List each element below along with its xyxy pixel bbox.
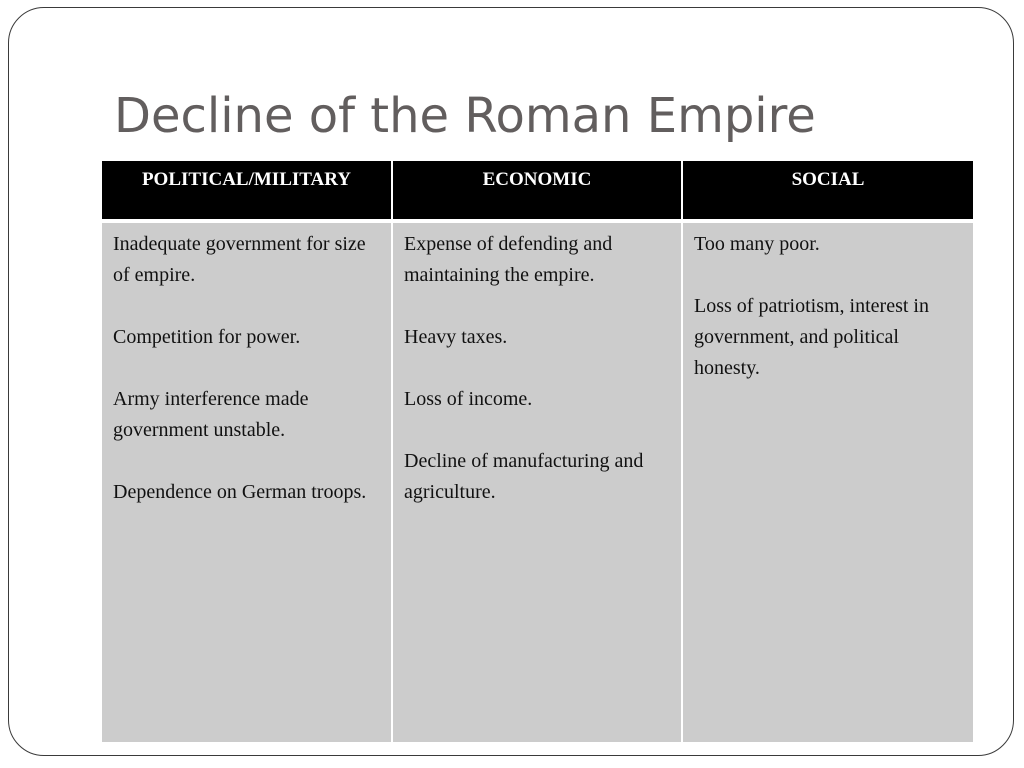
causes-table — [102, 161, 973, 742]
table-row — [102, 223, 973, 742]
list-item: Competition for power. — [113, 326, 301, 348]
column-header-economic: ECONOMIC — [393, 161, 683, 223]
column-header-social: SOCIAL — [683, 161, 973, 223]
list-item: Heavy taxes. — [404, 326, 508, 348]
list-item: Decline of manufacturing and agriculture. — [404, 450, 644, 503]
list-item: Inadequate government for size of empire. — [113, 233, 366, 286]
column-header-political-military: POLITICAL/MILITARY — [102, 161, 393, 223]
list-item: Dependence on German troops. — [113, 481, 367, 503]
slide-title: Decline of the Roman Empire — [114, 88, 816, 144]
table-header-row — [102, 161, 973, 223]
political-military-cell — [102, 223, 393, 742]
list-item: Army interference made government unstable. — [113, 388, 309, 441]
social-cell — [683, 223, 973, 742]
list-item: Loss of patriotism, interest in government, and political honesty. — [694, 295, 929, 379]
economic-cell — [393, 223, 683, 742]
list-item: Expense of defending and maintaining the empire. — [404, 233, 613, 286]
list-item: Loss of income. — [404, 388, 533, 410]
list-item: Too many poor. — [694, 233, 820, 255]
